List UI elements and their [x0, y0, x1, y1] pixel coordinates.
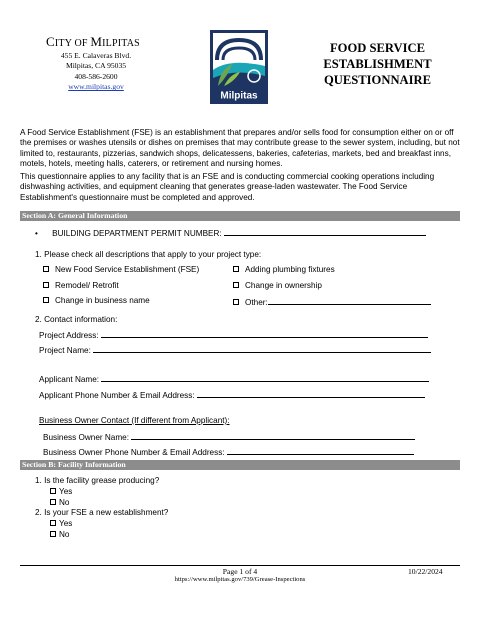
phone-number: 408-586-2600 — [74, 71, 118, 81]
question-1-label: 1. Please check all descriptions that apply to your project type: — [35, 250, 262, 259]
option-change-ownership[interactable]: Change in ownership — [233, 281, 322, 291]
owner-name-row: Business Owner Name: — [43, 431, 415, 443]
b-q2-yes[interactable]: Yes — [50, 519, 72, 529]
project-name-field[interactable] — [93, 344, 431, 353]
owner-contact-field[interactable] — [227, 446, 414, 455]
b-question-2-label: 2. Is your FSE a new establishment? — [35, 508, 169, 517]
applicant-name-field[interactable] — [101, 373, 429, 382]
footer-divider — [20, 565, 460, 566]
footer-url[interactable]: https://www.milpitas.gov/739/Grease-Inspections — [174, 576, 306, 583]
owner-contact-heading: Business Owner Contact (If different from Applicant): — [39, 416, 230, 425]
option-other[interactable]: Other: — [233, 296, 431, 308]
project-name-row: Project Name: — [39, 344, 431, 356]
other-field[interactable] — [268, 296, 431, 305]
option-remodel[interactable]: Remodel/ Retrofit — [43, 281, 119, 291]
checkbox[interactable] — [50, 531, 56, 537]
checkbox[interactable] — [233, 266, 239, 272]
permit-number-field[interactable] — [224, 227, 426, 236]
form-title: FOOD SERVICE ESTABLISHMENT QUESTIONNAIRE — [323, 41, 432, 87]
logo-text: Milpitas — [220, 90, 258, 102]
checkbox[interactable] — [50, 520, 56, 526]
permit-row: • BUILDING DEPARTMENT PERMIT NUMBER: — [35, 227, 426, 239]
b-q2-no[interactable]: No — [50, 530, 69, 540]
city-state-zip: Milpitas, CA 95035 — [65, 61, 127, 71]
checkbox[interactable] — [43, 297, 49, 303]
page-number: Page 1 of 4 — [222, 567, 258, 576]
revision-date: 10/22/2024 — [408, 567, 443, 576]
website-link[interactable]: www.milpitas.gov — [68, 82, 124, 92]
option-new-fse[interactable]: New Food Service Establishment (FSE) — [43, 265, 199, 275]
milpitas-logo — [210, 30, 268, 104]
project-address-row: Project Address: — [39, 329, 428, 341]
option-adding-plumbing[interactable]: Adding plumbing fixtures — [233, 265, 335, 275]
owner-contact-row: Business Owner Phone Number & Email Address: — [43, 446, 414, 458]
b-question-1-label: 1. Is the facility grease producing? — [35, 476, 160, 485]
b-q1-no[interactable]: No — [50, 498, 69, 508]
city-name: CITY OF MILPITAS — [46, 34, 140, 49]
city-address-block — [46, 51, 146, 93]
applicant-contact-row: Applicant Phone Number & Email Address: — [39, 389, 425, 401]
section-a-header: Section A: General Information — [20, 211, 460, 221]
intro-paragraph: A Food Service Establishment (FSE) is an establishment that prepares and/or sells food for consumption either on or off the premises or washes utensils or dishes on premises that may contribute grease to the sewer system, including, but not limited to, restaurants, pizzerias, sandwich shops, delicatessens, bakeries, cafeterias, markets, bed and breakfast inns, motels, hotels, meeting halls, caterers, or retirement and nursing homes. — [20, 128, 460, 169]
question-2-label: 2. Contact information: — [35, 315, 118, 324]
applies-paragraph: This questionnaire applies to any facility that is an FSE and is conducting commercial cooking operations including dishwashing activities, and equipment cleaning that generates grease-laden wastewater. The Food Service Establishment's questionnaire must be completed and approved. — [20, 172, 435, 202]
applicant-contact-field[interactable] — [197, 389, 425, 398]
project-address-field[interactable] — [101, 329, 428, 338]
checkbox[interactable] — [43, 266, 49, 272]
checkbox[interactable] — [50, 499, 56, 505]
owner-name-field[interactable] — [131, 431, 415, 440]
checkbox[interactable] — [233, 299, 239, 305]
b-q1-yes[interactable]: Yes — [50, 487, 72, 497]
checkbox[interactable] — [50, 488, 56, 494]
section-b-header: Section B: Facility Information — [20, 460, 460, 470]
checkbox[interactable] — [233, 282, 239, 288]
applicant-name-row: Applicant Name: — [39, 373, 429, 385]
checkbox[interactable] — [43, 282, 49, 288]
street-address: 455 E. Calaveras Blvd. — [60, 51, 132, 60]
option-change-name[interactable]: Change in business name — [43, 296, 150, 306]
